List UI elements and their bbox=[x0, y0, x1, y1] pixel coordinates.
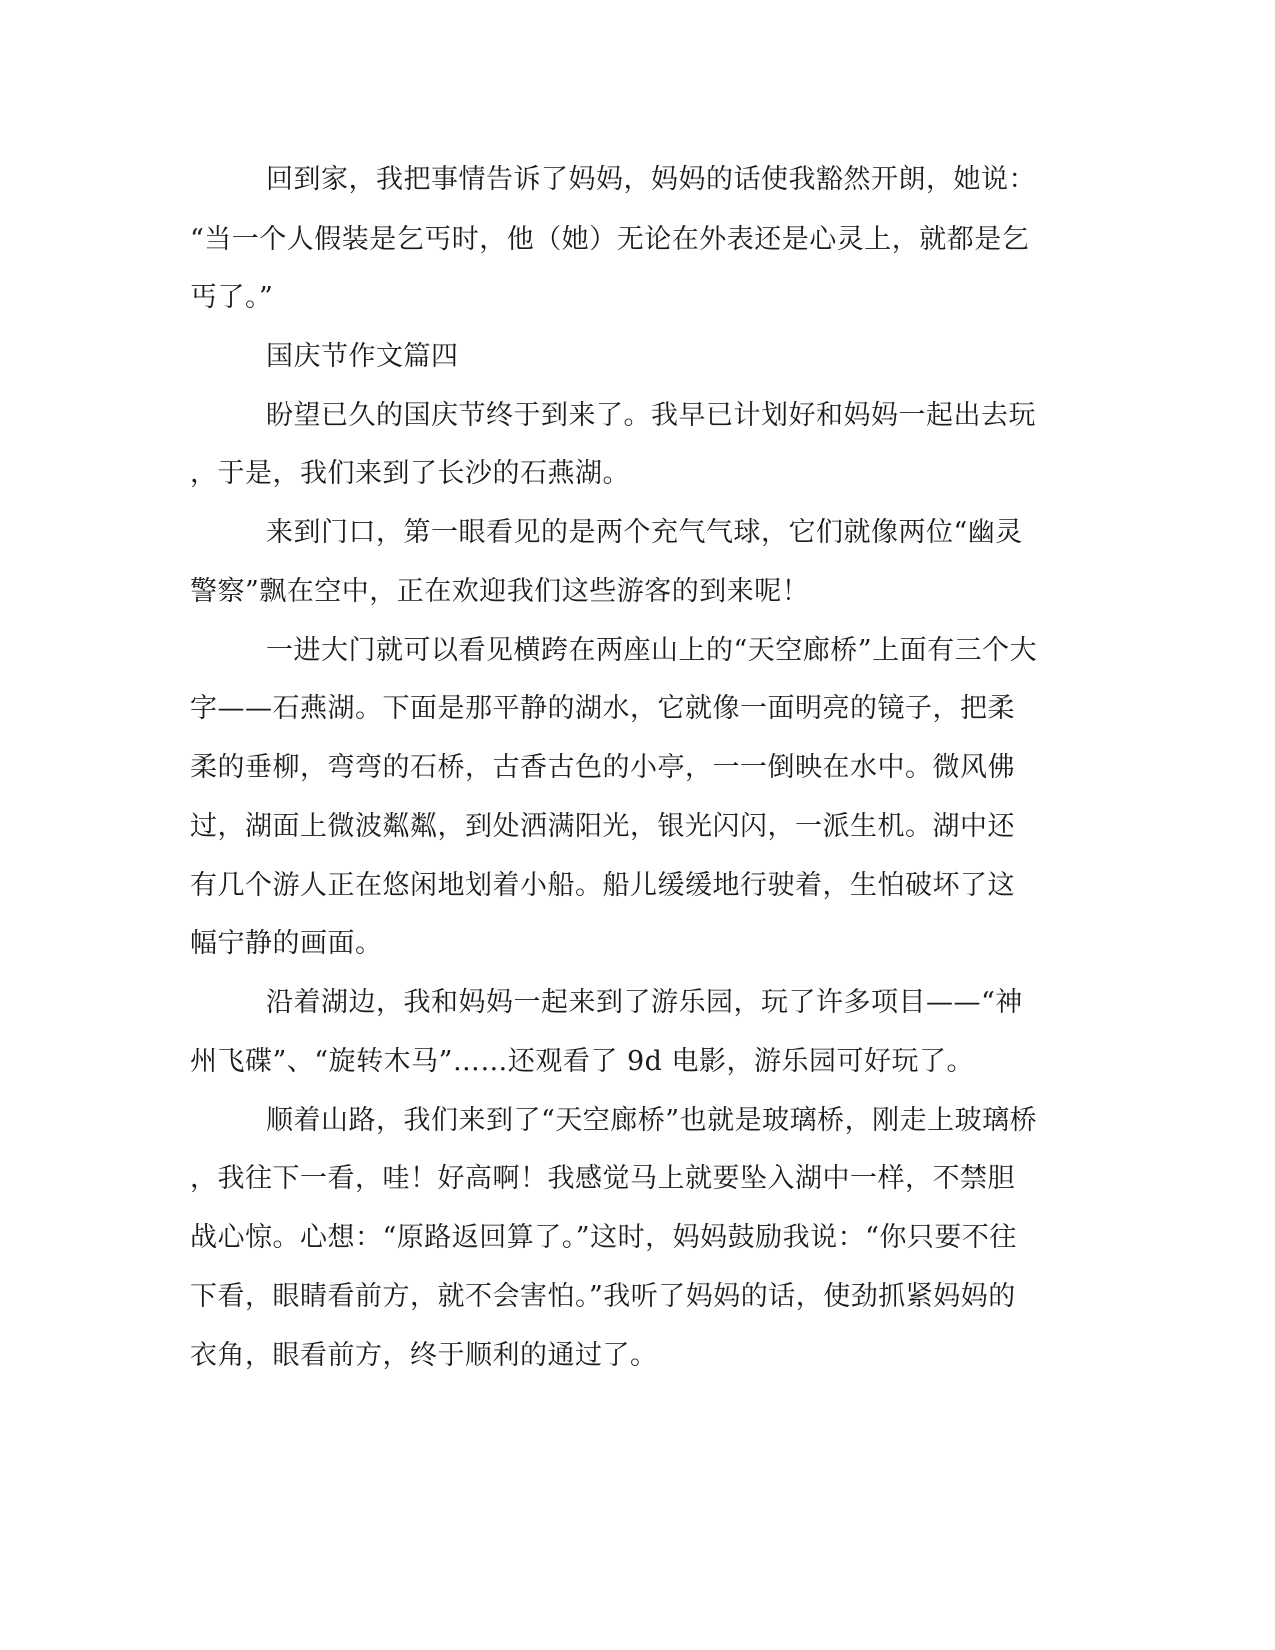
text-line: 丐了。” bbox=[190, 282, 274, 313]
text-line: “当一个人假装是乞丐时，他（她）无论在外表还是心灵上，就都是乞 bbox=[190, 224, 1030, 255]
text-line: 幅宁静的画面。 bbox=[190, 928, 383, 959]
text-line: 来到门口，第一眼看见的是两个充气气球，它们就像两位“幽灵 bbox=[266, 517, 1023, 548]
text-line: 顺着山路，我们来到了“天空廊桥”也就是玻璃桥，刚走上玻璃桥 bbox=[266, 1105, 1038, 1136]
text-line: 盼望已久的国庆节终于到来了。我早已计划好和妈妈一起出去玩 bbox=[266, 400, 1036, 431]
text-line: 战心惊。心想：“原路返回算了。”这时，妈妈鼓励我说：“你只要不往 bbox=[190, 1222, 1017, 1253]
text-line: 有几个游人正在悠闲地划着小船。船儿缓缓地行驶着，生怕破坏了这 bbox=[190, 870, 1015, 901]
text-line: 柔的垂柳，弯弯的石桥，古香古色的小亭，一一倒映在水中。微风佛 bbox=[190, 752, 1015, 783]
text-line: ，我往下一看，哇！好高啊！我感觉马上就要坠入湖中一样，不禁胆 bbox=[190, 1163, 1015, 1194]
text-line: 州飞碟”、“旋转木马”……还观看了 9d 电影，游乐园可好玩了。 bbox=[190, 1046, 975, 1077]
text-line: 回到家，我把事情告诉了妈妈，妈妈的话使我豁然开朗，她说： bbox=[266, 164, 1036, 195]
text-line: 一进大门就可以看见横跨在两座山上的“天空廊桥”上面有三个大 bbox=[266, 635, 1038, 666]
text-line: 警察”飘在空中，正在欢迎我们这些游客的到来呢！ bbox=[190, 576, 810, 607]
text-line: ，于是，我们来到了长沙的石燕湖。 bbox=[190, 458, 630, 489]
section-heading: 国庆节作文篇四 bbox=[266, 341, 459, 372]
text-line: 下看，眼睛看前方，就不会害怕。”我听了妈妈的话，使劲抓紧妈妈的 bbox=[190, 1281, 1016, 1312]
text-line: 字——石燕湖。下面是那平静的湖水，它就像一面明亮的镜子，把柔 bbox=[190, 693, 1015, 724]
text-line: 沿着湖边，我和妈妈一起来到了游乐园，玩了许多项目——“神 bbox=[266, 987, 1023, 1018]
text-line: 过，湖面上微波粼粼，到处洒满阳光，银光闪闪，一派生机。湖中还 bbox=[190, 811, 1015, 842]
text-line: 衣角，眼看前方，终于顺利的通过了。 bbox=[190, 1340, 658, 1371]
